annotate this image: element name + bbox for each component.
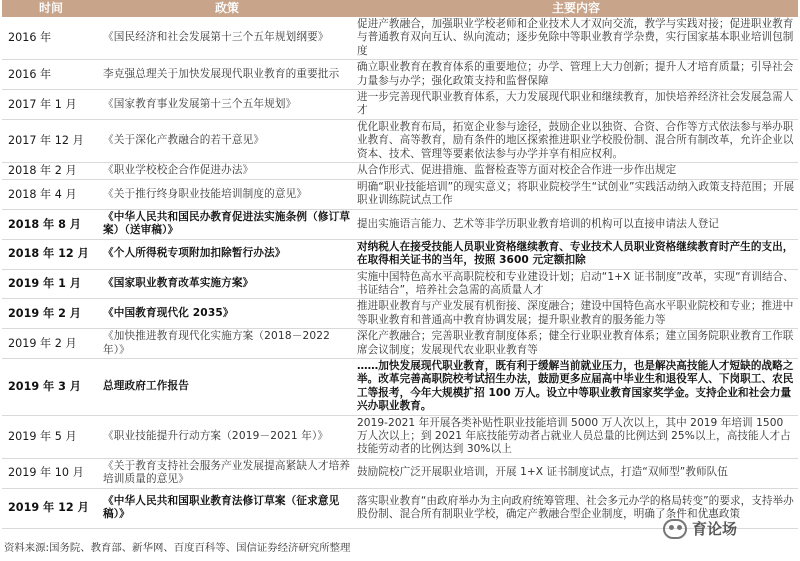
table-row: [2, 329, 798, 359]
wechat-icon: [663, 519, 687, 539]
table-row: [2, 299, 798, 329]
row-policy: 《国家职业教育改革实施方案》: [100, 269, 354, 299]
row-policy: 《国家教育事业发展第十三个五年规划》: [100, 90, 354, 120]
row-content: 鼓励院校广泛开展职业培训，开展 1+X 证书制度试点，打造“双师型”教师队伍: [354, 458, 798, 488]
row-policy: 《个人所得税专项附加扣除暂行办法》: [100, 239, 354, 269]
row-time: 2019 年 10 月: [2, 458, 100, 488]
row-content: 深化产教融合；完善职业教育制度体系；健全行业职业教育体系；建立国务院职业教育工作联席会议制度；发展现代农业职业教育等: [354, 329, 798, 359]
row-time: 2018 年 8 月: [2, 209, 100, 239]
row-policy: 《关于深化产教融合的若干意见》: [100, 119, 354, 162]
table-row: [2, 17, 798, 60]
row-policy: 《职业学校校企合作促进办法》: [100, 163, 354, 180]
row-time: 2018 年 2 月: [2, 163, 100, 180]
row-content: 确立职业教育在教育体系的重要地位；办学、管理上大力创新；提升人才培育质量；引导社会力量参与办学；强化政策支持和监督保障: [354, 60, 798, 90]
table-row: [2, 180, 798, 210]
row-time: 2019 年 5 月: [2, 415, 100, 458]
row-content: 明确“职业技能培训”的现实意义；将职业院校学生“试创业”实践活动纳入政策支持范围；开展职业训练院试点工作: [354, 180, 798, 210]
table-row: [2, 163, 798, 180]
row-time: 2019 年 1 月: [2, 269, 100, 299]
table-row: [2, 415, 798, 458]
table-row: [2, 458, 798, 488]
policy-table: [2, 0, 798, 529]
row-time: 2019 年 2 月: [2, 329, 100, 359]
table-row: [2, 119, 798, 162]
row-time: 2019 年 2 月: [2, 299, 100, 329]
row-time: 2018 年 12 月: [2, 239, 100, 269]
header-content: 主要内容: [354, 0, 798, 17]
table-row: [2, 209, 798, 239]
row-content: ……加快发展现代职业教育，既有利于缓解当前就业压力，也是解决高技能人才短缺的战略之举。改革完善高职院校考试招生办法，鼓励更多应届高中毕业生和退役军人、下岗职工、农民工等报考，今年大规模扩招 100 万人。设立中等职业教育国家奖学金。支持企业和社会力量兴办职业教育。: [354, 358, 798, 415]
header-policy: 政策: [100, 0, 354, 17]
table-row: [2, 239, 798, 269]
row-time: 2018 年 4 月: [2, 180, 100, 210]
row-policy: 《国民经济和社会发展第十三个五年规划纲要》: [100, 17, 354, 60]
table-row: [2, 358, 798, 415]
row-time: 2017 年 12 月: [2, 119, 100, 162]
watermark: [663, 518, 737, 539]
table-header-row: [2, 0, 798, 17]
table-row: [2, 60, 798, 90]
row-content: 2019-2021 年开展各类补贴性职业技能培训 5000 万人次以上，其中 2019 年培训 1500 万人次以上；到 2021 年底技能劳动者占就业人员总量的比例达到 25%以上，高技能人才占技能劳动者的比例达到 30%以上: [354, 415, 798, 458]
row-policy: 《加快推进教育现代化实施方案（2018－2022 年）》: [100, 329, 354, 359]
header-time: 时间: [2, 0, 100, 17]
row-time: 2019 年 12 月: [2, 488, 100, 528]
row-policy: 《关于推行终身职业技能培训制度的意见》: [100, 180, 354, 210]
row-policy: 《中华人民共和国民办教育促进法实施条例（修订草案）（送审稿）》: [100, 209, 354, 239]
row-content: 从合作形式、促进措施、监督检查等方面对校企合作进一步作出规定: [354, 163, 798, 180]
row-policy: 《关于教育支持社会服务产业发展提高紧缺人才培养培训质量的意见》: [100, 458, 354, 488]
row-content: 实施中国特色高水平高职院校和专业建设计划；启动“1+X 证书制度”改革，实现“育训结合、书证结合”，培养社会急需的高质量人才: [354, 269, 798, 299]
row-time: 2016 年: [2, 17, 100, 60]
row-time: 2017 年 1 月: [2, 90, 100, 120]
row-time: 2016 年: [2, 60, 100, 90]
row-time: 2019 年 3 月: [2, 358, 100, 415]
row-policy: 《中华人民共和国职业教育法修订草案（征求意见稿）》: [100, 488, 354, 528]
row-policy: 《中国教育现代化 2035》: [100, 299, 354, 329]
row-content: 提出实施语言能力、艺术等非学历职业教育培训的机构可以直接申请法人登记: [354, 209, 798, 239]
row-content: 落实职业教育“由政府举办为主向政府统筹管理、社会多元办学的格局转变”的要求，支持举办股份制、混合所有制职业学校，确定产教融合型企业制度，明确了条件和优惠政策: [354, 488, 798, 528]
table-row: [2, 269, 798, 299]
table-body: [2, 17, 798, 528]
table-row: [2, 90, 798, 120]
row-content: 进一步完善现代职业教育体系，大力发展现代职业和继续教育，加快培养经济社会发展急需人才: [354, 90, 798, 120]
policy-table-container: [2, 0, 798, 529]
row-content: 推进职业教育与产业发展有机衔接、深度融合；建设中国特色高水平职业院校和专业；推进中等职业教育和普通高中教育协调发展；提升职业教育的服务能力等: [354, 299, 798, 329]
row-content: 优化职业教育布局，拓宽企业参与途径，鼓励企业以独资、合资、合作等方式依法参与举办职业教育、高等教育，励有条件的地区探索推进职业学校股份制、混合所有制改革，允许企业以资本、技术、管理等要素依法参与办学并享有相应权利。: [354, 119, 798, 162]
row-content: 促进产教融合，加强职业学校老师和企业技术人才双向交流，教学与实践对接；促进职业教育与普通教育双向互认、纵向流动；逐步免除中等职业教育学杂费，实行国家基本职业培训包制度: [354, 17, 798, 60]
row-policy: 李克强总理关于加快发展现代职业教育的重要批示: [100, 60, 354, 90]
source-note: 资料来源:国务院、教育部、新华网、百度百科等、国信证券经济研究所整理: [4, 542, 351, 554]
watermark-text: 育论场: [692, 520, 738, 538]
row-content: 对纳税人在接受技能人员职业资格继续教育、专业技术人员职业资格继续教育时产生的支出，在取得相关证书的当年，按照 3600 元定额扣除: [354, 239, 798, 269]
row-policy: 总理政府工作报告: [100, 358, 354, 415]
row-policy: 《职业技能提升行动方案（2019－2021 年）》: [100, 415, 354, 458]
